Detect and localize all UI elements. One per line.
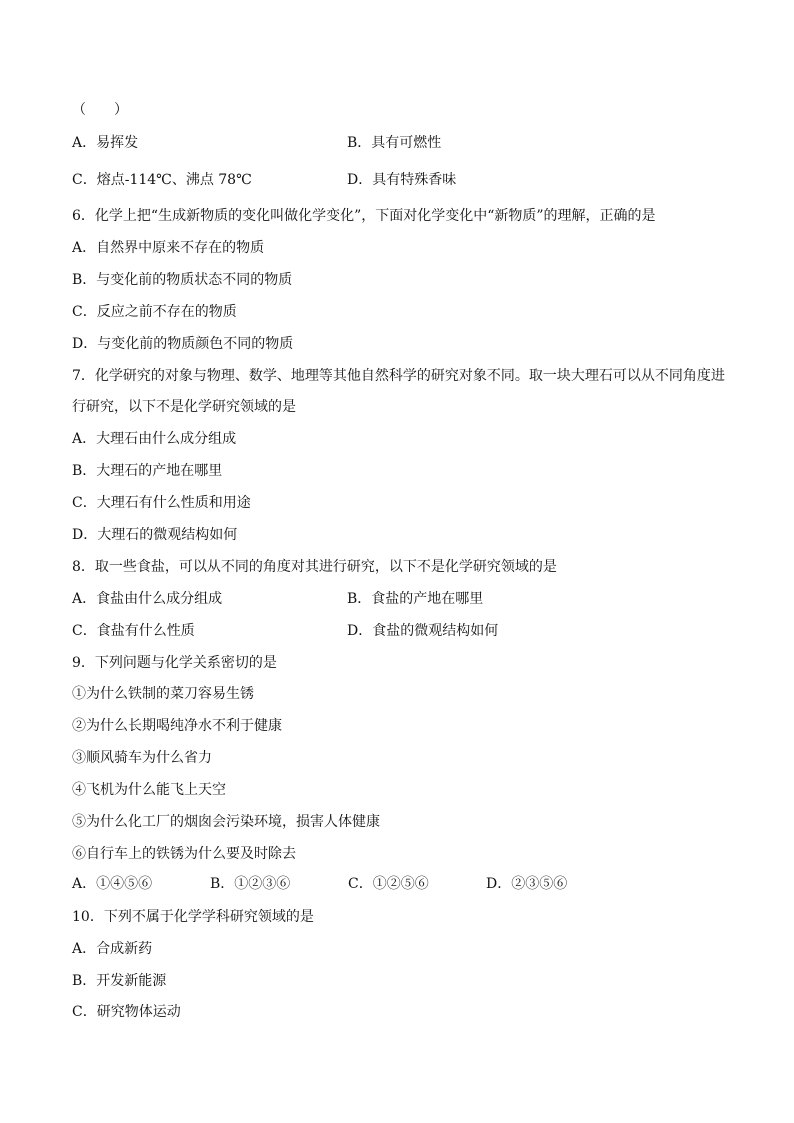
q9-option-b: B．①②③⑥	[210, 876, 291, 892]
q6-option-d: D．与变化前的物质颜色不同的物质	[72, 336, 294, 352]
q10-option-b: B．开发新能源	[72, 973, 167, 989]
q7-option-c: C．大理石有什么性质和用途	[72, 495, 251, 511]
q5-option-d: D．具有特殊香味	[347, 172, 457, 188]
q5-option-c: C．熔点-114℃、沸点 78℃	[72, 172, 252, 188]
q8-option-b: B．食盐的产地在哪里	[347, 591, 484, 607]
q9-item-1: ①为什么铁制的菜刀容易生锈	[72, 686, 254, 702]
q6-option-b: B．与变化前的物质状态不同的物质	[72, 272, 293, 288]
q10-option-c: C．研究物体运动	[72, 1004, 181, 1020]
q8-option-a: A．食盐由什么成分组成	[72, 591, 223, 607]
q9-item-3: ③顺风骑车为什么省力	[72, 750, 212, 766]
q7-option-d: D．大理石的微观结构如何	[72, 527, 238, 543]
q9-item-6: ⑥自行车上的铁锈为什么要及时除去	[72, 846, 296, 862]
q9-item-4: ④飞机为什么能飞上天空	[72, 782, 226, 798]
q7-option-a: A．大理石由什么成分组成	[72, 431, 237, 447]
q10-option-a: A．合成新药	[72, 941, 153, 957]
q8-option-c: C．食盐有什么性质	[72, 623, 195, 639]
q9-item-2: ②为什么长期喝纯净水不利于健康	[72, 718, 282, 734]
q6-option-a: A．自然界中原来不存在的物质	[72, 240, 265, 256]
q9-option-d: D．②③⑤⑥	[486, 876, 568, 892]
q8-option-d: D．食盐的微观结构如何	[347, 623, 499, 639]
q7-option-b: B．大理石的产地在哪里	[72, 463, 223, 479]
q9-stem: 9．下列问题与化学关系密切的是	[72, 655, 277, 671]
q5-option-a: A．易挥发	[72, 135, 139, 151]
q8-stem: 8．取一些食盐，可以从不同的角度对其进行研究，以下不是化学研究领域的是	[72, 559, 557, 575]
q9-option-a: A．①④⑤⑥	[72, 876, 153, 892]
q5-option-b: B．具有可燃性	[347, 135, 442, 151]
q10-stem: 10．下列不属于化学学科研究领域的是	[72, 909, 314, 925]
q5-answer-paren: （ ）	[72, 102, 128, 118]
q7-stem-line2: 行研究，以下不是化学研究领域的是	[72, 399, 296, 415]
q7-stem-line1: 7．化学研究的对象与物理、数学、地理等其他自然科学的研究对象不同。取一块大理石可以从不同角度进	[72, 368, 725, 384]
q6-option-c: C．反应之前不存在的物质	[72, 304, 237, 320]
q6-stem: 6．化学上把“生成新物质的变化叫做化学变化”，下面对化学变化中“新物质”的理解，正确的是	[72, 208, 656, 224]
q9-option-c: C．①②⑤⑥	[348, 876, 429, 892]
q9-item-5: ⑤为什么化工厂的烟囱会污染环境，损害人体健康	[72, 814, 380, 830]
